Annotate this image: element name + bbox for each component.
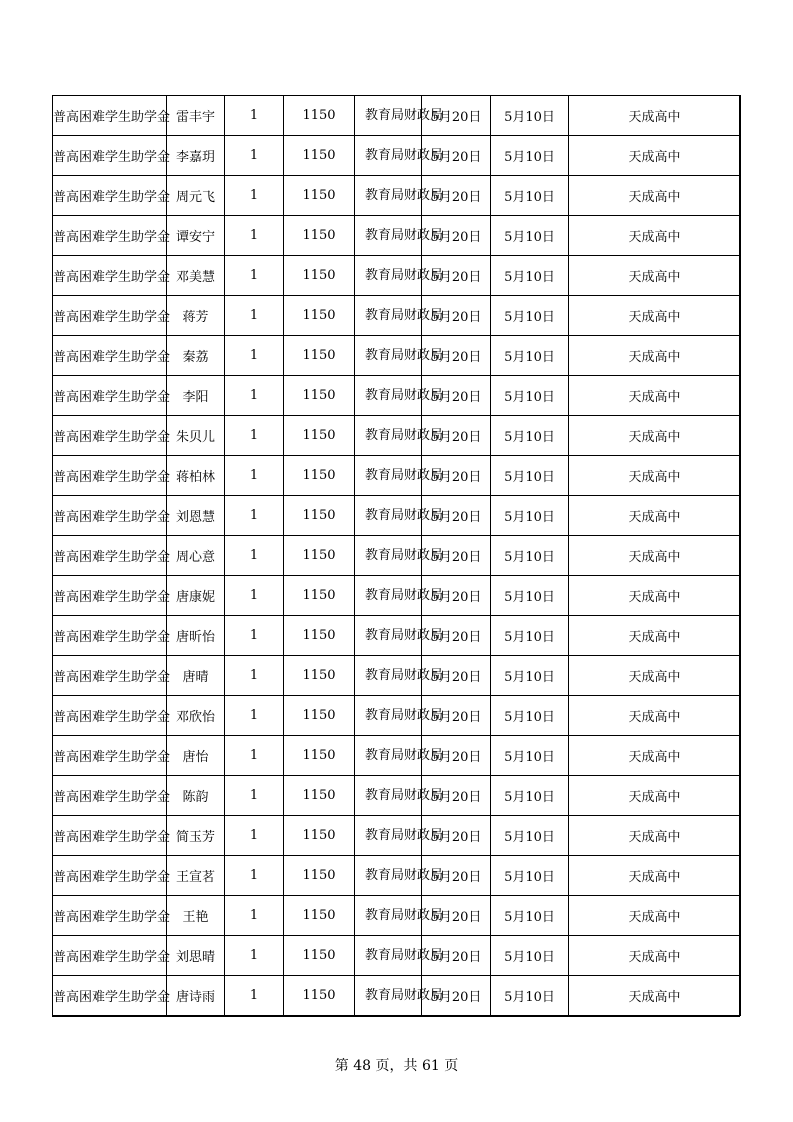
name-cell: 简玉芳	[167, 816, 225, 856]
count-cell: 1	[225, 936, 284, 976]
department-text: 教育局财政局	[365, 507, 444, 523]
department-cell	[355, 776, 444, 816]
department-text: 教育局财政局	[365, 187, 444, 203]
amount-cell: 1150	[284, 496, 355, 536]
table-row	[53, 496, 741, 536]
name-cell: 邓欣怡	[167, 696, 225, 736]
table-row	[53, 296, 741, 336]
amount-cell: 1150	[284, 456, 355, 496]
department-text: 教育局财政局	[365, 467, 444, 483]
date-cell: 5月10日	[491, 576, 569, 616]
date-cell: 5月20日	[422, 936, 491, 976]
date-cell: 5月10日	[491, 496, 569, 536]
date-cell: 5月10日	[491, 736, 569, 776]
table-body	[53, 96, 741, 1016]
count-cell: 1	[225, 736, 284, 776]
school-cell: 天成高中	[569, 496, 741, 536]
school-cell: 天成高中	[569, 136, 741, 176]
project-cell: 普高困难学生助学金	[53, 896, 167, 936]
date-cell: 5月10日	[491, 816, 569, 856]
project-cell: 普高困难学生助学金	[53, 416, 167, 456]
department-text: 教育局财政局	[365, 427, 444, 443]
count-cell: 1	[225, 896, 284, 936]
school-cell: 天成高中	[569, 896, 741, 936]
amount-cell: 1150	[284, 616, 355, 656]
department-text: 教育局财政局	[365, 667, 444, 683]
department-cell	[355, 536, 444, 576]
name-cell: 朱贝儿	[167, 416, 225, 456]
table-row	[53, 576, 741, 616]
school-cell: 天成高中	[569, 656, 741, 696]
date-cell: 5月20日	[422, 256, 491, 296]
table-row	[53, 336, 741, 376]
school-cell: 天成高中	[569, 296, 741, 336]
date-cell: 5月20日	[422, 576, 491, 616]
project-cell: 普高困难学生助学金	[53, 96, 167, 136]
amount-cell: 1150	[284, 336, 355, 376]
date-cell: 5月10日	[491, 416, 569, 456]
project-cell: 普高困难学生助学金	[53, 936, 167, 976]
amount-cell: 1150	[284, 416, 355, 456]
project-cell: 普高困难学生助学金	[53, 816, 167, 856]
date-cell: 5月20日	[422, 856, 491, 896]
department-cell	[355, 416, 444, 456]
name-cell: 唐昕怡	[167, 616, 225, 656]
amount-cell: 1150	[284, 376, 355, 416]
school-cell: 天成高中	[569, 96, 741, 136]
date-cell: 5月20日	[422, 736, 491, 776]
date-cell: 5月10日	[491, 176, 569, 216]
department-text: 教育局财政局	[365, 107, 444, 123]
department-text: 教育局财政局	[365, 147, 444, 163]
school-cell: 天成高中	[569, 856, 741, 896]
count-cell: 1	[225, 376, 284, 416]
amount-cell: 1150	[284, 776, 355, 816]
date-cell: 5月10日	[491, 216, 569, 256]
amount-cell: 1150	[284, 696, 355, 736]
department-text: 教育局财政局	[365, 347, 444, 363]
name-cell: 王艳	[167, 896, 225, 936]
department-cell	[355, 336, 444, 376]
name-cell: 李嘉玥	[167, 136, 225, 176]
department-text: 教育局财政局	[365, 947, 444, 963]
date-cell: 5月20日	[422, 376, 491, 416]
department-cell	[355, 816, 444, 856]
table-row	[53, 456, 741, 496]
date-cell: 5月20日	[422, 656, 491, 696]
school-cell: 天成高中	[569, 256, 741, 296]
date-cell: 5月20日	[422, 816, 491, 856]
table-row	[53, 376, 741, 416]
date-cell: 5月10日	[491, 336, 569, 376]
table-row	[53, 616, 741, 656]
name-cell: 陈韵	[167, 776, 225, 816]
name-cell: 刘思晴	[167, 936, 225, 976]
name-cell: 邓美慧	[167, 256, 225, 296]
department-text: 教育局财政局	[365, 707, 444, 723]
table-row	[53, 216, 741, 256]
school-cell: 天成高中	[569, 616, 741, 656]
count-cell: 1	[225, 176, 284, 216]
department-cell	[355, 456, 444, 496]
school-cell: 天成高中	[569, 176, 741, 216]
school-cell: 天成高中	[569, 736, 741, 776]
date-cell: 5月10日	[491, 936, 569, 976]
school-cell: 天成高中	[569, 976, 741, 1016]
name-cell: 唐怡	[167, 736, 225, 776]
table-row	[53, 976, 741, 1016]
count-cell: 1	[225, 536, 284, 576]
project-cell: 普高困难学生助学金	[53, 136, 167, 176]
department-cell	[355, 96, 444, 136]
table-row	[53, 96, 741, 136]
department-text: 教育局财政局	[365, 267, 444, 283]
project-cell: 普高困难学生助学金	[53, 616, 167, 656]
date-cell: 5月20日	[422, 776, 491, 816]
project-cell: 普高困难学生助学金	[53, 736, 167, 776]
department-cell	[355, 896, 444, 936]
project-cell: 普高困难学生助学金	[53, 696, 167, 736]
table-row	[53, 936, 741, 976]
department-cell	[355, 136, 444, 176]
count-cell: 1	[225, 456, 284, 496]
count-cell: 1	[225, 856, 284, 896]
amount-cell: 1150	[284, 216, 355, 256]
subsidy-table	[52, 95, 741, 1016]
date-cell: 5月10日	[491, 376, 569, 416]
department-text: 教育局财政局	[365, 587, 444, 603]
table-row	[53, 896, 741, 936]
department-cell	[355, 856, 444, 896]
department-text: 教育局财政局	[365, 547, 444, 563]
table-row	[53, 736, 741, 776]
department-text: 教育局财政局	[365, 627, 444, 643]
date-cell: 5月10日	[491, 856, 569, 896]
date-cell: 5月10日	[491, 96, 569, 136]
department-text: 教育局财政局	[365, 747, 444, 763]
date-cell: 5月10日	[491, 256, 569, 296]
name-cell: 雷丰宇	[167, 96, 225, 136]
date-cell: 5月10日	[491, 296, 569, 336]
date-cell: 5月20日	[422, 976, 491, 1016]
project-cell: 普高困难学生助学金	[53, 376, 167, 416]
department-cell	[355, 296, 444, 336]
amount-cell: 1150	[284, 136, 355, 176]
count-cell: 1	[225, 136, 284, 176]
name-cell: 秦荔	[167, 336, 225, 376]
table-row	[53, 416, 741, 456]
date-cell: 5月10日	[491, 616, 569, 656]
date-cell: 5月10日	[491, 456, 569, 496]
project-cell: 普高困难学生助学金	[53, 576, 167, 616]
table-row	[53, 776, 741, 816]
table-row	[53, 176, 741, 216]
date-cell: 5月20日	[422, 496, 491, 536]
amount-cell: 1150	[284, 256, 355, 296]
department-cell	[355, 216, 444, 256]
department-text: 教育局财政局	[365, 227, 444, 243]
department-text: 教育局财政局	[365, 827, 444, 843]
department-text: 教育局财政局	[365, 387, 444, 403]
name-cell: 唐康妮	[167, 576, 225, 616]
school-cell: 天成高中	[569, 216, 741, 256]
amount-cell: 1150	[284, 96, 355, 136]
project-cell: 普高困难学生助学金	[53, 296, 167, 336]
date-cell: 5月20日	[422, 416, 491, 456]
name-cell: 蒋柏林	[167, 456, 225, 496]
school-cell: 天成高中	[569, 696, 741, 736]
name-cell: 唐诗雨	[167, 976, 225, 1016]
department-text: 教育局财政局	[365, 787, 444, 803]
count-cell: 1	[225, 416, 284, 456]
date-cell: 5月20日	[422, 896, 491, 936]
count-cell: 1	[225, 296, 284, 336]
date-cell: 5月20日	[422, 216, 491, 256]
project-cell: 普高困难学生助学金	[53, 456, 167, 496]
department-cell	[355, 616, 444, 656]
count-cell: 1	[225, 656, 284, 696]
date-cell: 5月20日	[422, 296, 491, 336]
date-cell: 5月20日	[422, 456, 491, 496]
department-cell	[355, 936, 444, 976]
department-cell	[355, 656, 444, 696]
name-cell: 王宣茗	[167, 856, 225, 896]
date-cell: 5月20日	[422, 696, 491, 736]
school-cell: 天成高中	[569, 336, 741, 376]
date-cell: 5月20日	[422, 336, 491, 376]
department-cell	[355, 976, 444, 1016]
amount-cell: 1150	[284, 736, 355, 776]
department-cell	[355, 696, 444, 736]
project-cell: 普高困难学生助学金	[53, 336, 167, 376]
table-row	[53, 696, 741, 736]
count-cell: 1	[225, 256, 284, 296]
date-cell: 5月20日	[422, 176, 491, 216]
department-cell	[355, 176, 444, 216]
amount-cell: 1150	[284, 896, 355, 936]
school-cell: 天成高中	[569, 456, 741, 496]
count-cell: 1	[225, 816, 284, 856]
date-cell: 5月20日	[422, 616, 491, 656]
school-cell: 天成高中	[569, 936, 741, 976]
count-cell: 1	[225, 216, 284, 256]
page-footer: 第 48 页，共 61 页	[334, 1058, 459, 1074]
school-cell: 天成高中	[569, 376, 741, 416]
date-cell: 5月20日	[422, 536, 491, 576]
department-cell	[355, 376, 444, 416]
project-cell: 普高困难学生助学金	[53, 776, 167, 816]
count-cell: 1	[225, 616, 284, 656]
count-cell: 1	[225, 96, 284, 136]
name-cell: 蒋芳	[167, 296, 225, 336]
date-cell: 5月10日	[491, 536, 569, 576]
amount-cell: 1150	[284, 656, 355, 696]
project-cell: 普高困难学生助学金	[53, 216, 167, 256]
date-cell: 5月10日	[491, 656, 569, 696]
count-cell: 1	[225, 696, 284, 736]
table-row	[53, 536, 741, 576]
department-cell	[355, 256, 444, 296]
department-cell	[355, 496, 444, 536]
amount-cell: 1150	[284, 536, 355, 576]
amount-cell: 1150	[284, 576, 355, 616]
table-row	[53, 136, 741, 176]
count-cell: 1	[225, 976, 284, 1016]
date-cell: 5月20日	[422, 96, 491, 136]
count-cell: 1	[225, 336, 284, 376]
name-cell: 李阳	[167, 376, 225, 416]
amount-cell: 1150	[284, 856, 355, 896]
count-cell: 1	[225, 576, 284, 616]
amount-cell: 1150	[284, 176, 355, 216]
date-cell: 5月20日	[422, 136, 491, 176]
department-cell	[355, 576, 444, 616]
department-text: 教育局财政局	[365, 987, 444, 1003]
count-cell: 1	[225, 496, 284, 536]
amount-cell: 1150	[284, 976, 355, 1016]
table-row	[53, 856, 741, 896]
project-cell: 普高困难学生助学金	[53, 656, 167, 696]
department-text: 教育局财政局	[365, 307, 444, 323]
count-cell: 1	[225, 776, 284, 816]
school-cell: 天成高中	[569, 416, 741, 456]
name-cell: 刘恩慧	[167, 496, 225, 536]
school-cell: 天成高中	[569, 816, 741, 856]
date-cell: 5月10日	[491, 696, 569, 736]
project-cell: 普高困难学生助学金	[53, 536, 167, 576]
project-cell: 普高困难学生助学金	[53, 176, 167, 216]
amount-cell: 1150	[284, 936, 355, 976]
amount-cell: 1150	[284, 816, 355, 856]
project-cell: 普高困难学生助学金	[53, 496, 167, 536]
date-cell: 5月10日	[491, 776, 569, 816]
date-cell: 5月10日	[491, 136, 569, 176]
project-cell: 普高困难学生助学金	[53, 256, 167, 296]
name-cell: 周元飞	[167, 176, 225, 216]
date-cell: 5月10日	[491, 976, 569, 1016]
table-row	[53, 256, 741, 296]
amount-cell: 1150	[284, 296, 355, 336]
department-text: 教育局财政局	[365, 907, 444, 923]
school-cell: 天成高中	[569, 536, 741, 576]
project-cell: 普高困难学生助学金	[53, 856, 167, 896]
table-row	[53, 656, 741, 696]
date-cell: 5月10日	[491, 896, 569, 936]
department-text: 教育局财政局	[365, 867, 444, 883]
department-cell	[355, 736, 444, 776]
project-cell: 普高困难学生助学金	[53, 976, 167, 1016]
name-cell: 谭安宁	[167, 216, 225, 256]
school-cell: 天成高中	[569, 776, 741, 816]
name-cell: 周心意	[167, 536, 225, 576]
name-cell: 唐晴	[167, 656, 225, 696]
school-cell: 天成高中	[569, 576, 741, 616]
table-row	[53, 816, 741, 856]
